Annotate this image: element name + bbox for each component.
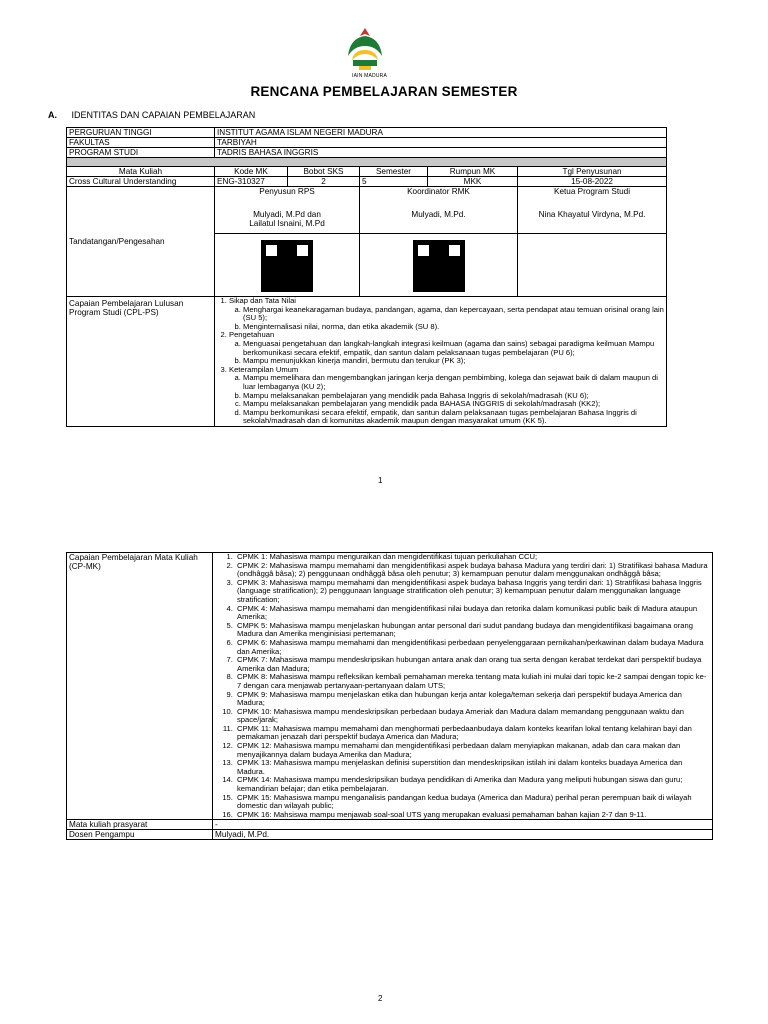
list-item: b. Mampu menunjukkan kinerja mandiri, bermutu dan terukur (PK 3);	[243, 357, 664, 366]
list-item: 5. CMPK 5: Mahasiswa mampu menjelaskan hubungan antar personal dari sudut pandang budaya dan mengidentifikasi bagaimana orang Madura dan Amerika menginisiasi pertemanan;	[235, 622, 710, 639]
list-item: d. Mampu berkomunikasi secara efektif, empatik, dan santun dalam pelaksanaan tugas pembelajaran Bahasa Inggris di sekolah/madrasah dan di komunitas akademik maupun dengan masyarakat umum (KK 5).	[243, 409, 664, 426]
section-title: IDENTITAS DAN CAPAIAN PEMBELAJARAN	[71, 110, 256, 120]
list-item: c. Mampu melaksanakan pembelajaran yang mendidik pada BAHASA INGGRIS di sekolah/madrasah (KK2);	[243, 400, 664, 409]
course-code: ENG-310327	[215, 177, 288, 187]
program-studi-label: PROGRAM STUDI	[67, 148, 215, 158]
perguruan-tinggi-label: PERGURUAN TINGGI	[67, 128, 215, 138]
list-item: 6. CPMK 6: Mahasiswa mampu memahami dan mengidentifikasi perbedaan penyelenggaraan pernikahan/perkawinan dalam budaya Madura dan Amerika;	[235, 639, 710, 656]
list-item: 14. CPMK 14: Mahasiswa mampu mendeskripsikan budaya pendidikan di Amerika dan Madura yang meliputi hubungan siswa dan guru; kemandirian belajar; dan etika pembelajaran.	[235, 776, 710, 793]
course-semester: 5	[360, 177, 428, 187]
list-item: b. Mampu melaksanakan pembelajaran yang mendidik pada Bahasa Inggris di sekolah/madrasah (KU 6);	[243, 392, 664, 401]
list-item: 12. CPMK 12: Mahasiswa mampu memahami dan mengidentifikasi perbedaan dalam menyiapkan makanan, adab dan cara makan dan menyajikannya dalam budaya Amerika dan Madura;	[235, 742, 710, 759]
course-header-cell: Semester	[360, 167, 428, 177]
list-item: 15. CPMK 15: Mahasiswa mampu menganalisis pandangan kedua budaya (America dan Madura) perihal peran perempuan baik di wilayah domestic dan wilayah public;	[235, 794, 710, 811]
koordinator-title: Koordinator RMK	[407, 187, 470, 196]
list-item: 8. CPMK 8: Mahasiswa mampu refleksikan kembali pemahaman mereka tentang mata kuliah ini mulai dari topic ke-2 sampai dengan topic ke-7 dengan cara menjawab pertanyaan-pertanyaan dalam UTS;	[235, 673, 710, 690]
cpl-group	[229, 331, 664, 365]
page-number: 2	[378, 994, 383, 1003]
course-header-cell: Rumpun MK	[428, 167, 518, 177]
penyusun-cell	[215, 187, 360, 234]
list-item: 11. CPMK 11: Mahasiswa mampu memahami dan menghormati perbedaanbudaya dalam konteks kearifan lokal tentang kelahiran bayi dan pemakaman jenazah dari perspektif budaya America dan Madura;	[235, 725, 710, 742]
ketua-cell	[518, 187, 667, 234]
separator-row	[67, 158, 667, 167]
ketua-qr-cell	[518, 234, 667, 297]
table-row	[67, 148, 667, 158]
cpmk-content	[213, 553, 713, 820]
identity-table	[66, 127, 667, 427]
table-row	[67, 820, 713, 830]
koordinator-qr-cell	[360, 234, 518, 297]
cpl-label: Capaian Pembelajaran Lulusan Program Studi (CPL-PS)	[67, 297, 215, 427]
course-cluster: MKK	[428, 177, 518, 187]
cpmk-row	[67, 553, 713, 820]
ketua-title: Ketua Program Studi	[554, 187, 631, 196]
page-number: 1	[378, 476, 383, 485]
list-item: 16. CPMK 16: Mahsiswa mampu menjawab soal-soal UTS yang merupakan evaluasi pemahaman bahan kajian 2-7 dan 9-11.	[235, 811, 710, 820]
logo-caption: IAIN MADURA	[352, 73, 387, 79]
list-item: a. Mampu memelihara dan mengembangkan jaringan kerja dengan pembimbing, kolega dan sejawat baik di dalam maupun di luar lembaganya (KU 2);	[243, 374, 664, 391]
table-row	[67, 138, 667, 148]
prasyarat-label: Mata kuliah prasyarat	[67, 820, 213, 830]
list-item: a. Menguasai pengetahuan dan langkah-langkah integrasi keilmuan (agama dan sains) sebagai paradigma keilmuan Mampu berkomunikasi secara efektif, empatik, dan santun dalam pelaksanaan tugas pembelajaran (PU 6);	[243, 340, 664, 357]
cpmk-label: Capaian Pembelajaran Mata Kuliah (CP-MK)	[67, 553, 213, 820]
penyusun-name-1: Mulyadi, M.Pd dan	[253, 210, 321, 219]
institution-crest-icon	[340, 26, 390, 78]
table-row	[67, 830, 713, 840]
fakultas-label: FAKULTAS	[67, 138, 215, 148]
course-header-row	[67, 167, 667, 177]
list-item: a. Menghargai keanekaragaman budaya, pandangan, agama, dan kepercayaan, serta pendapat atau temuan orisinal orang lain (SU 5);	[243, 306, 664, 323]
cpmk-list	[215, 553, 710, 819]
prasyarat-value: -	[213, 820, 713, 830]
qr-code-icon	[413, 240, 465, 292]
cpl-group	[229, 297, 664, 331]
signature-label: Tandatangan/Pengesahan	[67, 187, 215, 297]
koordinator-cell	[360, 187, 518, 234]
list-item: 10. CPMK 10: Mahasiswa mampu mendeskripsikan perbedaan budaya Ameriak dan Madura dalam memandang penggunaan waktu dan space/jarak;	[235, 708, 710, 725]
list-item: 9. CPMK 9: Mahasiswa mampu menjelaskan etika dan hubungan kerja antar kolega/teman sekerja dari perspektif budaya America dan Madura;	[235, 691, 710, 708]
course-header-cell: Bobot SKS	[288, 167, 360, 177]
list-item: b. Menginternalisasi nilai, norma, dan etika akademik (SU 8).	[243, 323, 664, 332]
cpl-group-title: Keterampilan Umum	[229, 364, 299, 374]
qr-code-icon	[261, 240, 313, 292]
section-letter: A.	[48, 110, 57, 120]
cpl-group-title: Pengetahuan	[229, 330, 275, 340]
ketua-name: Nina Khayatul Virdyna, M.Pd.	[538, 210, 646, 219]
list-item: 13. CPMK 13: Mahasiswa mampu menjelaskan definisi superstition dan mendeskripsikan istilah ini dalam konteks buadaya America dan Madura.	[235, 759, 710, 776]
course-value-row	[67, 177, 667, 187]
perguruan-tinggi-value: INSTITUT AGAMA ISLAM NEGERI MADURA	[215, 128, 667, 138]
cpl-list	[217, 297, 664, 426]
section-heading	[48, 110, 255, 120]
list-item: 1. CPMK 1: Mahasiswa mampu menguraikan dan mengidentifikasi tujuan perkuliahan CCU;	[235, 553, 710, 562]
course-date: 15-08-2022	[518, 177, 667, 187]
course-header-cell: Tgl Penyusunan	[518, 167, 667, 177]
fakultas-value: TARBIYAH	[215, 138, 667, 148]
list-item: 2. CPMK 2: Mahasiswa mampu memahami dan mengidentifikasi aspek budaya bahasa Madura yang terdiri dari: 1) Stratifikasi bahasa Madura (ondhâggâ bâsa); 2) penggunaan ondhâggâ bâsa oleh penutur; 3) kemampuan penutur dalam menggunakan ondhâggâ bâsa;	[235, 562, 710, 579]
page-gap	[0, 488, 768, 544]
table-row	[67, 128, 667, 138]
program-studi-value: TADRIS BAHASA INGGRIS	[215, 148, 667, 158]
dosen-label: Dosen Pengampu	[67, 830, 213, 840]
cpl-row	[67, 297, 667, 427]
document-title: RENCANA PEMBELAJARAN SEMESTER	[250, 84, 518, 99]
cpl-group	[229, 366, 664, 426]
signature-row	[67, 187, 667, 234]
cpl-group-title: Sikap dan Tata Nilai	[229, 296, 296, 305]
cpl-content	[215, 297, 667, 427]
list-item: 4. CPMK 4: Mahasiswa mampu memahami dan mengidentifikasi nilai budaya dan retorika dalam komunikasi public baik di Madura ataupun Amerika;	[235, 605, 710, 622]
course-name: Cross Cultural Understanding	[67, 177, 215, 187]
dosen-value: Mulyadi, M.Pd.	[213, 830, 713, 840]
list-item: 7. CPMK 7: Mahasiswa mampu mendeskripsikan hubungan antara anak dan orang tua serta dengan kerabat terdekat dari perspektif budaya Amerika dan Madura;	[235, 656, 710, 673]
penyusun-qr-cell	[215, 234, 360, 297]
penyusun-title: Penyusun RPS	[259, 187, 315, 196]
penyusun-name-2: Lailatul Isnaini, M.Pd	[249, 219, 325, 228]
cpmk-table	[66, 552, 713, 840]
koordinator-name: Mulyadi, M.Pd.	[411, 210, 466, 219]
list-item: 3. CPMK 3: Mahasiswa mampu memahami dan mengidentifikasi aspek budaya bahasa Inggris yang terdiri dari: 1) Stratifikasi bahasa Inggris (language stratification); 2) penggunaan language stratification oleh penutur; 3) kemampuan penutur dalam menggunakan language stratification;	[235, 579, 710, 605]
course-header-cell: Kode MK	[215, 167, 288, 177]
course-header-cell: Mata Kuliah	[67, 167, 215, 177]
course-credits: 2	[288, 177, 360, 187]
